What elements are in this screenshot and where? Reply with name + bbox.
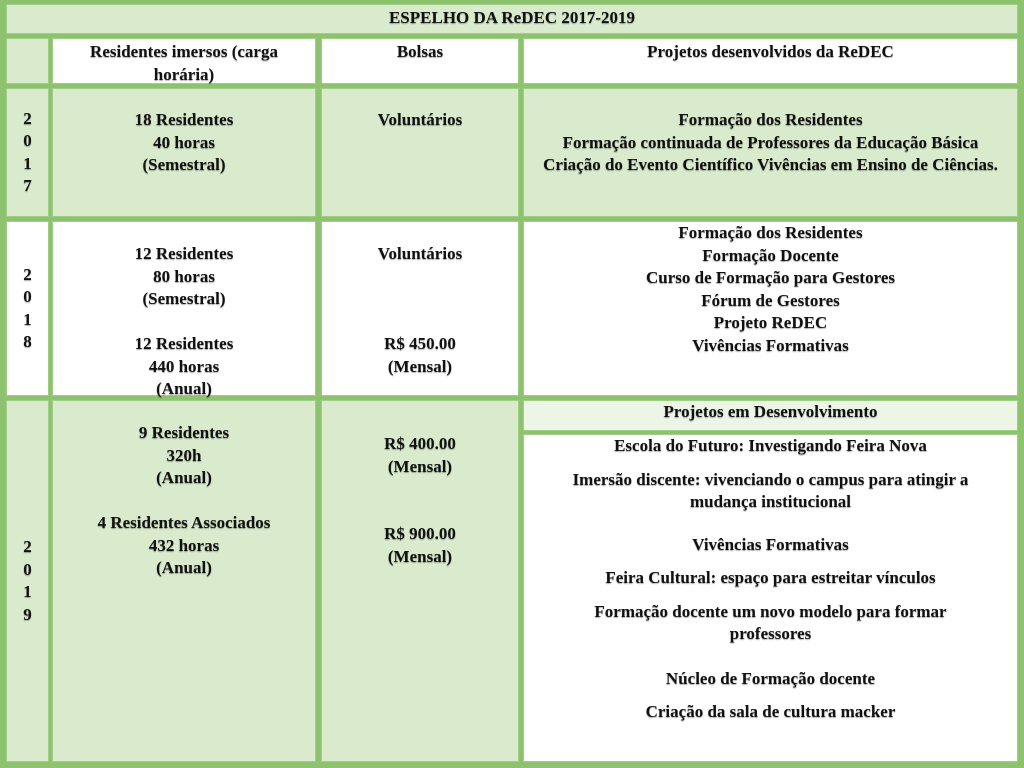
bolsas-line: R$ 450.00 [384,334,456,353]
residentes-line: 4 Residentes Associados [97,513,271,532]
projetos-2019 [523,434,1018,762]
year-2017 [6,88,49,217]
projeto-item: Formação docente um novo modelo para formar professores [594,601,947,643]
header-residentes-text: Residentes imersos (carga horária) [90,42,278,84]
year-digit: 1 [23,153,32,173]
projeto-item: Formação dos Residentes [678,110,863,129]
projeto-item: Escola do Futuro: Investigando Feira Nova [614,436,927,455]
projeto-item: Feira Cultural: espaço para estreitar vínculos [605,568,936,587]
projeto-item: Formação Docente [702,245,839,265]
projeto-item: Fórum de Gestores [701,290,840,310]
residentes-line: (Anual) [156,468,212,487]
projeto-item: Criação do Evento Científico Vivências em Ensino de Ciências. [543,155,998,174]
header-bolsas [321,38,519,84]
projeto-item: Formação continuada de Professores da Educação Básica [562,132,979,152]
projetos-2019-header [523,400,1018,431]
year-digit: 2 [23,264,32,284]
residentes-line: 440 horas [148,356,220,376]
bolsas-2018 [321,221,519,396]
year-digit: 0 [23,559,32,579]
header-year-cell [6,38,49,84]
residentes-line: (Anual) [156,379,212,398]
residentes-line: (Anual) [156,558,212,577]
bolsas-line: Voluntários [377,110,463,129]
projeto-item: Criação da sala de cultura macker [645,702,896,721]
projeto-item: Vivências Formativas [692,534,849,554]
residentes-line: (Semestral) [142,155,226,174]
bolsas-line: (Mensal) [387,546,453,566]
header-projetos-text: Projetos desenvolvidos da ReDEC [647,42,894,61]
projeto-item: Vivências Formativas [692,335,849,355]
year-digit: 9 [23,604,32,624]
residentes-line: 40 horas [153,132,215,152]
residentes-line: 320h [166,445,202,465]
residentes-line: 18 Residentes [134,110,234,129]
bolsas-line: (Mensal) [387,356,453,376]
year-digit: 7 [23,176,32,195]
residentes-line: 80 horas [153,266,215,286]
year-digit: 0 [23,287,32,306]
residentes-line: 12 Residentes [134,334,234,353]
residentes-2017 [52,88,316,217]
year-2018 [6,221,49,396]
year-digit: 2 [23,537,32,556]
projeto-item: Formação dos Residentes [678,223,863,242]
projeto-item: Imersão discente: vivenciando o campus para atingir a mudança institucional [572,469,969,511]
projetos-header-text: Projetos em Desenvolvimento [663,402,878,421]
year-digit: 2 [23,108,32,128]
year-digit: 0 [23,131,32,150]
bolsas-2017 [321,88,519,217]
bolsas-line: Voluntários [377,244,463,263]
year-digit: 8 [23,332,32,351]
bolsas-2019 [321,400,519,762]
bolsas-line: R$ 900.00 [384,524,456,543]
title-text: ESPELHO DA ReDEC 2017-2019 [388,8,636,27]
residentes-line: 432 horas [148,535,220,555]
residentes-2018 [52,221,316,396]
residentes-line: 12 Residentes [134,244,234,263]
projetos-2017 [523,88,1018,217]
projeto-item: Projeto ReDEC [713,313,828,332]
projeto-item: Núcleo de Formação docente [665,668,876,688]
residentes-line: 9 Residentes [138,423,230,442]
header-projetos [523,38,1018,84]
header-residentes [52,38,316,84]
year-2019 [6,400,49,762]
residentes-line: (Semestral) [142,289,226,308]
year-digit: 1 [23,309,32,329]
bolsas-line: (Mensal) [387,456,453,476]
projetos-2018 [523,221,1018,396]
year-digit: 1 [23,582,32,601]
header-bolsas-text: Bolsas [396,42,444,61]
residentes-2019 [52,400,316,762]
projeto-item: Curso de Formação para Gestores [646,268,895,287]
bolsas-line: R$ 400.00 [384,434,456,453]
table-title [6,4,1018,34]
